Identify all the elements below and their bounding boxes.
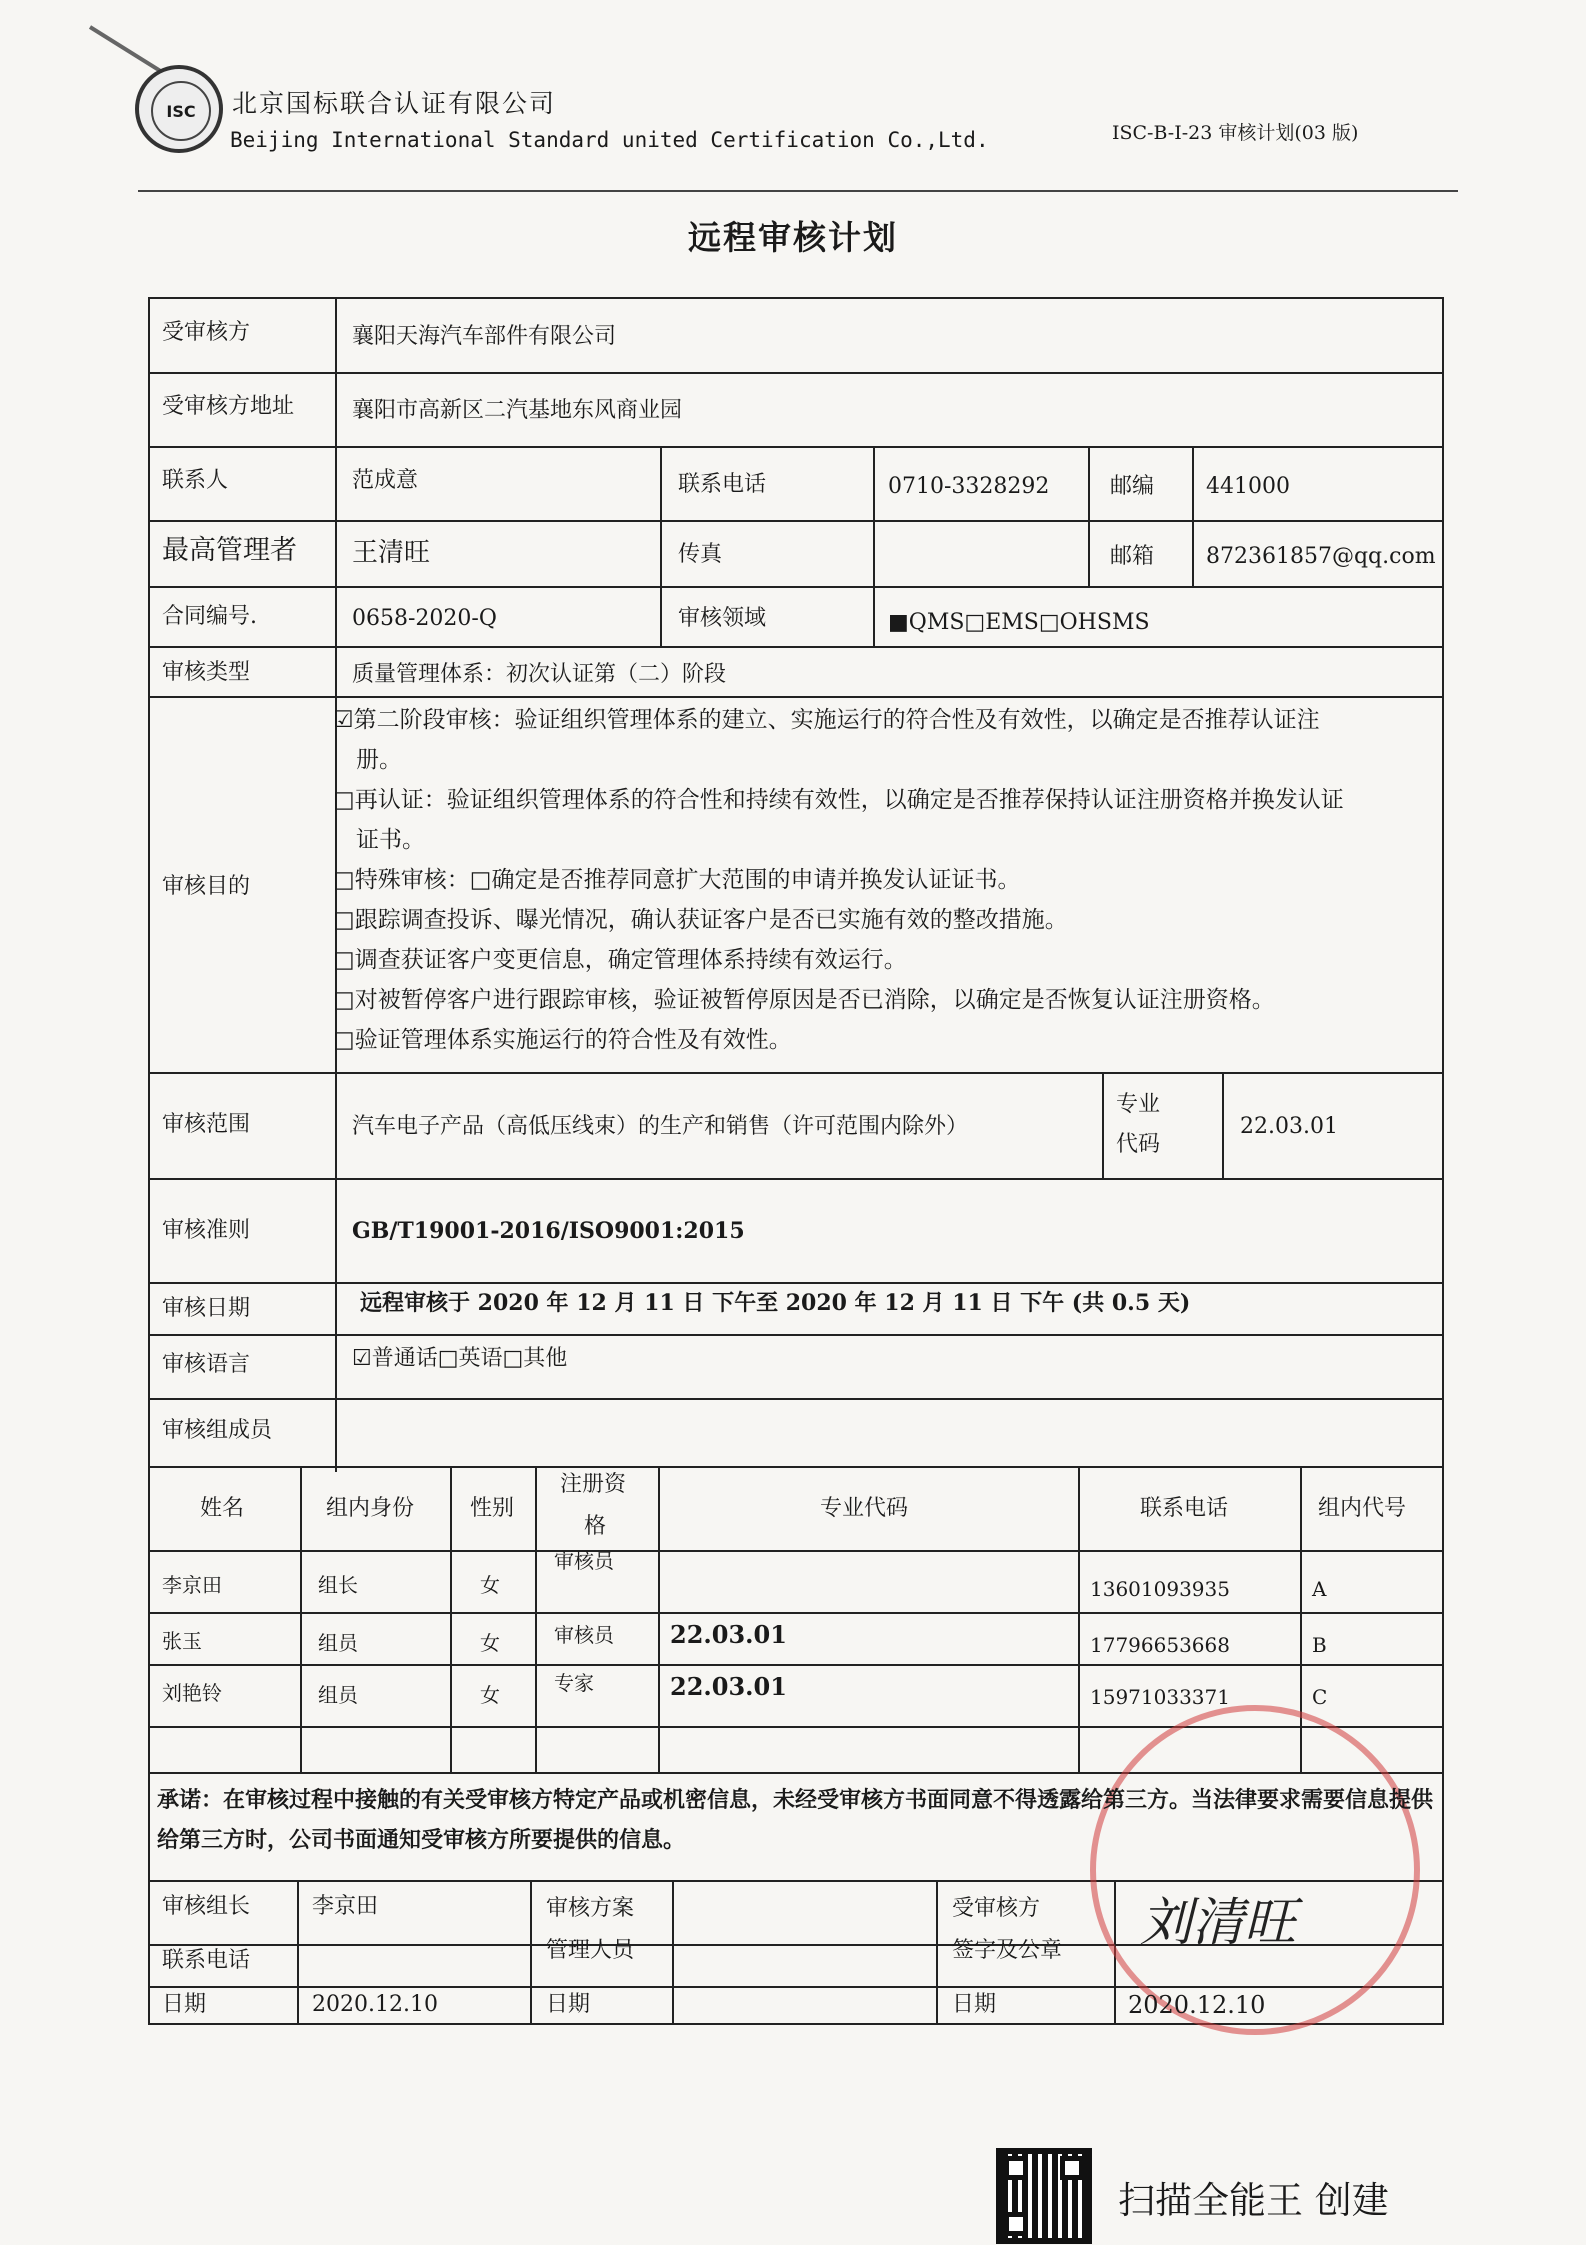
table-line bbox=[148, 1334, 1444, 1336]
company-name-cn: 北京国标联合认证有限公司 bbox=[232, 89, 557, 118]
purpose-label: 审核目的 bbox=[162, 874, 251, 899]
table-line bbox=[672, 1880, 674, 2025]
header-divider bbox=[138, 190, 1458, 192]
address-value: 襄阳市高新区二汽基地东风商业园 bbox=[352, 398, 683, 423]
contact-value: 范成意 bbox=[352, 468, 419, 493]
table-line bbox=[148, 1398, 1444, 1400]
member-qual: 审核员 bbox=[554, 1549, 614, 1573]
member-id: B bbox=[1312, 1633, 1327, 1657]
purpose-line: □再认证：验证组织管理体系的符合性和持续有效性，以确定是否推荐保持认证注册资格并换发认证 bbox=[333, 787, 1344, 813]
table-line bbox=[658, 1466, 660, 1772]
table-line bbox=[300, 1466, 302, 1772]
table-line bbox=[148, 696, 1444, 698]
table-line bbox=[148, 1550, 1444, 1552]
postcode-value: 441000 bbox=[1206, 474, 1290, 499]
manager-value: 王清旺 bbox=[352, 538, 431, 568]
auditee-label: 受审核方 bbox=[162, 320, 251, 345]
email-label: 邮箱 bbox=[1110, 544, 1155, 569]
member-code: 22.03.01 bbox=[670, 1620, 787, 1649]
member-name: 刘艳铃 bbox=[162, 1681, 222, 1705]
purpose-line: □对被暂停客户进行跟踪审核，验证被暂停原因是否已消除，以确定是否恢复认证注册资格。 bbox=[333, 987, 1275, 1013]
table-line bbox=[148, 297, 1444, 299]
footer-date-right: 2020.12.10 bbox=[1128, 1991, 1266, 2019]
table-line bbox=[148, 297, 150, 2025]
document-number: ISC-B-I-23 审核计划(03 版) bbox=[1112, 122, 1359, 144]
table-line bbox=[1442, 297, 1444, 2025]
contact-label: 联系人 bbox=[162, 468, 229, 493]
table-line bbox=[1078, 1466, 1080, 1772]
purpose-line: □特殊审核：□确定是否推荐同意扩大范围的申请并换发认证证书。 bbox=[333, 867, 1021, 893]
leader-label: 审核组长 bbox=[162, 1894, 251, 1919]
leader-phone-label: 联系电话 bbox=[162, 1948, 251, 1973]
table-line bbox=[148, 446, 1444, 448]
fax-label: 传真 bbox=[678, 542, 723, 567]
confidentiality-promise: 承诺：在审核过程中接触的有关受审核方特定产品或机密信息，未经受审核方书面同意不得透露给第三方。当法律要求需要信息提供给第三方时，公司书面通知受审核方所要提供的信息。 bbox=[157, 1787, 1434, 1853]
table-line bbox=[148, 646, 1444, 648]
leader-value: 李京田 bbox=[312, 1894, 379, 1919]
member-id: A bbox=[1312, 1577, 1327, 1601]
table-line bbox=[936, 1880, 938, 2025]
table-line bbox=[660, 446, 662, 646]
scanner-watermark: 扫描全能王 创建 bbox=[1118, 2179, 1389, 2222]
footer-date-right-label: 日期 bbox=[952, 1992, 997, 2017]
table-line bbox=[148, 1466, 1444, 1468]
member-sex: 女 bbox=[480, 1631, 500, 1655]
field-value: ■QMS□EMS□OHSMS bbox=[888, 610, 1150, 635]
member-sex: 女 bbox=[480, 1573, 500, 1597]
company-seal bbox=[1090, 1705, 1420, 2035]
table-line bbox=[148, 520, 1444, 522]
scope-label: 审核范围 bbox=[162, 1112, 251, 1137]
members-label: 审核组成员 bbox=[162, 1418, 273, 1443]
code-value: 22.03.01 bbox=[1240, 1114, 1338, 1139]
footer-date-mid-label: 日期 bbox=[546, 1992, 591, 2017]
manager-label: 最高管理者 bbox=[162, 535, 297, 566]
member-qual: 审核员 bbox=[554, 1623, 614, 1647]
purpose-line: ☑第二阶段审核：验证组织管理体系的建立、实施运行的符合性及有效性，以确定是否推荐认证注 bbox=[333, 707, 1320, 733]
language-label: 审核语言 bbox=[162, 1352, 251, 1377]
member-name: 张玉 bbox=[162, 1629, 202, 1653]
table-line bbox=[148, 1178, 1444, 1180]
company-name-en: Beijing International Standard united Certification Co.,Ltd. bbox=[230, 128, 989, 152]
member-role: 组长 bbox=[318, 1573, 358, 1597]
table-line bbox=[148, 1282, 1444, 1284]
col-code: 专业代码 bbox=[820, 1496, 909, 1521]
auditee-value: 襄阳天海汽车部件有限公司 bbox=[352, 324, 617, 349]
member-id: C bbox=[1312, 1685, 1328, 1709]
criteria-value: GB/T19001-2016/ISO9001:2015 bbox=[352, 1218, 745, 1244]
member-phone: 17796653668 bbox=[1090, 1633, 1230, 1657]
scope-value: 汽车电子产品（高低压线束）的生产和销售（许可范围内除外） bbox=[352, 1114, 969, 1139]
table-line bbox=[530, 1880, 532, 2025]
contract-label: 合同编号. bbox=[162, 604, 257, 629]
date-label: 审核日期 bbox=[162, 1296, 251, 1321]
plan-manager-label-2: 管理人员 bbox=[546, 1938, 635, 1963]
table-line bbox=[148, 1664, 1444, 1666]
col-name: 姓名 bbox=[200, 1496, 245, 1521]
table-line bbox=[148, 1072, 1444, 1074]
logo-text: ISC bbox=[151, 81, 211, 141]
col-id: 组内代号 bbox=[1318, 1496, 1407, 1521]
qr-code-icon bbox=[996, 2148, 1092, 2244]
member-name: 李京田 bbox=[162, 1573, 222, 1597]
type-value: 质量管理体系：初次认证第（二）阶段 bbox=[352, 662, 727, 687]
col-phone: 联系电话 bbox=[1140, 1496, 1229, 1521]
footer-date-label: 日期 bbox=[162, 1992, 207, 2017]
table-line bbox=[148, 586, 1444, 588]
table-line bbox=[1088, 446, 1090, 586]
language-value: ☑普通话□英语□其他 bbox=[352, 1346, 568, 1371]
purpose-line: 册。 bbox=[333, 747, 402, 773]
table-line bbox=[148, 372, 1444, 374]
plan-manager-label-1: 审核方案 bbox=[546, 1896, 635, 1921]
purpose-line: □验证管理体系实施运行的符合性及有效性。 bbox=[333, 1027, 792, 1053]
phone-value: 0710-3328292 bbox=[888, 474, 1050, 499]
table-line bbox=[297, 1880, 299, 2025]
col-qual-2: 格 bbox=[584, 1514, 607, 1539]
purpose-line: □调查获证客户变更信息，确定管理体系持续有效运行。 bbox=[333, 947, 907, 973]
field-label: 审核领域 bbox=[678, 606, 767, 631]
table-line bbox=[535, 1466, 537, 1772]
purpose-line: □跟踪调查投诉、曝光情况，确认获证客户是否已实施有效的整改措施。 bbox=[333, 907, 1068, 933]
purpose-list bbox=[333, 700, 1437, 1060]
phone-label: 联系电话 bbox=[678, 472, 767, 497]
table-line bbox=[450, 1466, 452, 1772]
table-line bbox=[1222, 1072, 1224, 1178]
member-code: 22.03.01 bbox=[670, 1672, 787, 1701]
type-label: 审核类型 bbox=[162, 660, 251, 685]
member-role: 组员 bbox=[318, 1631, 358, 1655]
col-sex: 性别 bbox=[470, 1496, 515, 1521]
member-sex: 女 bbox=[480, 1683, 500, 1707]
postcode-label: 邮编 bbox=[1110, 474, 1155, 499]
email-value: 872361857@qq.com bbox=[1206, 544, 1436, 569]
company-logo bbox=[135, 65, 223, 153]
col-role: 组内身份 bbox=[326, 1496, 415, 1521]
table-line bbox=[148, 1612, 1444, 1614]
handwritten-signature: 刘清旺 bbox=[1140, 1893, 1297, 1953]
table-line bbox=[1192, 446, 1194, 586]
member-role: 组员 bbox=[318, 1683, 358, 1707]
member-qual: 专家 bbox=[554, 1671, 594, 1695]
page-title: 远程审核计划 bbox=[688, 218, 898, 257]
code-label-2: 代码 bbox=[1116, 1132, 1161, 1157]
member-phone: 13601093935 bbox=[1090, 1577, 1230, 1601]
date-value: 远程审核于 2020 年 12 月 11 日 下午至 2020 年 12 月 11 日 下午 (共 0.5 天) bbox=[360, 1290, 1191, 1316]
purpose-line: 证书。 bbox=[333, 827, 425, 853]
table-line bbox=[1102, 1072, 1104, 1178]
address-label: 受审核方地址 bbox=[162, 394, 295, 419]
footer-date-left: 2020.12.10 bbox=[312, 1992, 438, 2017]
auditee-sign-label-2: 签字及公章 bbox=[952, 1938, 1063, 1963]
col-qual-1: 注册资 bbox=[560, 1472, 627, 1497]
member-phone: 15971033371 bbox=[1090, 1685, 1230, 1709]
table-line bbox=[873, 446, 875, 646]
code-label-1: 专业 bbox=[1116, 1092, 1161, 1117]
auditee-sign-label-1: 受审核方 bbox=[952, 1896, 1041, 1921]
contract-value: 0658-2020-Q bbox=[352, 606, 497, 631]
criteria-label: 审核准则 bbox=[162, 1218, 251, 1243]
